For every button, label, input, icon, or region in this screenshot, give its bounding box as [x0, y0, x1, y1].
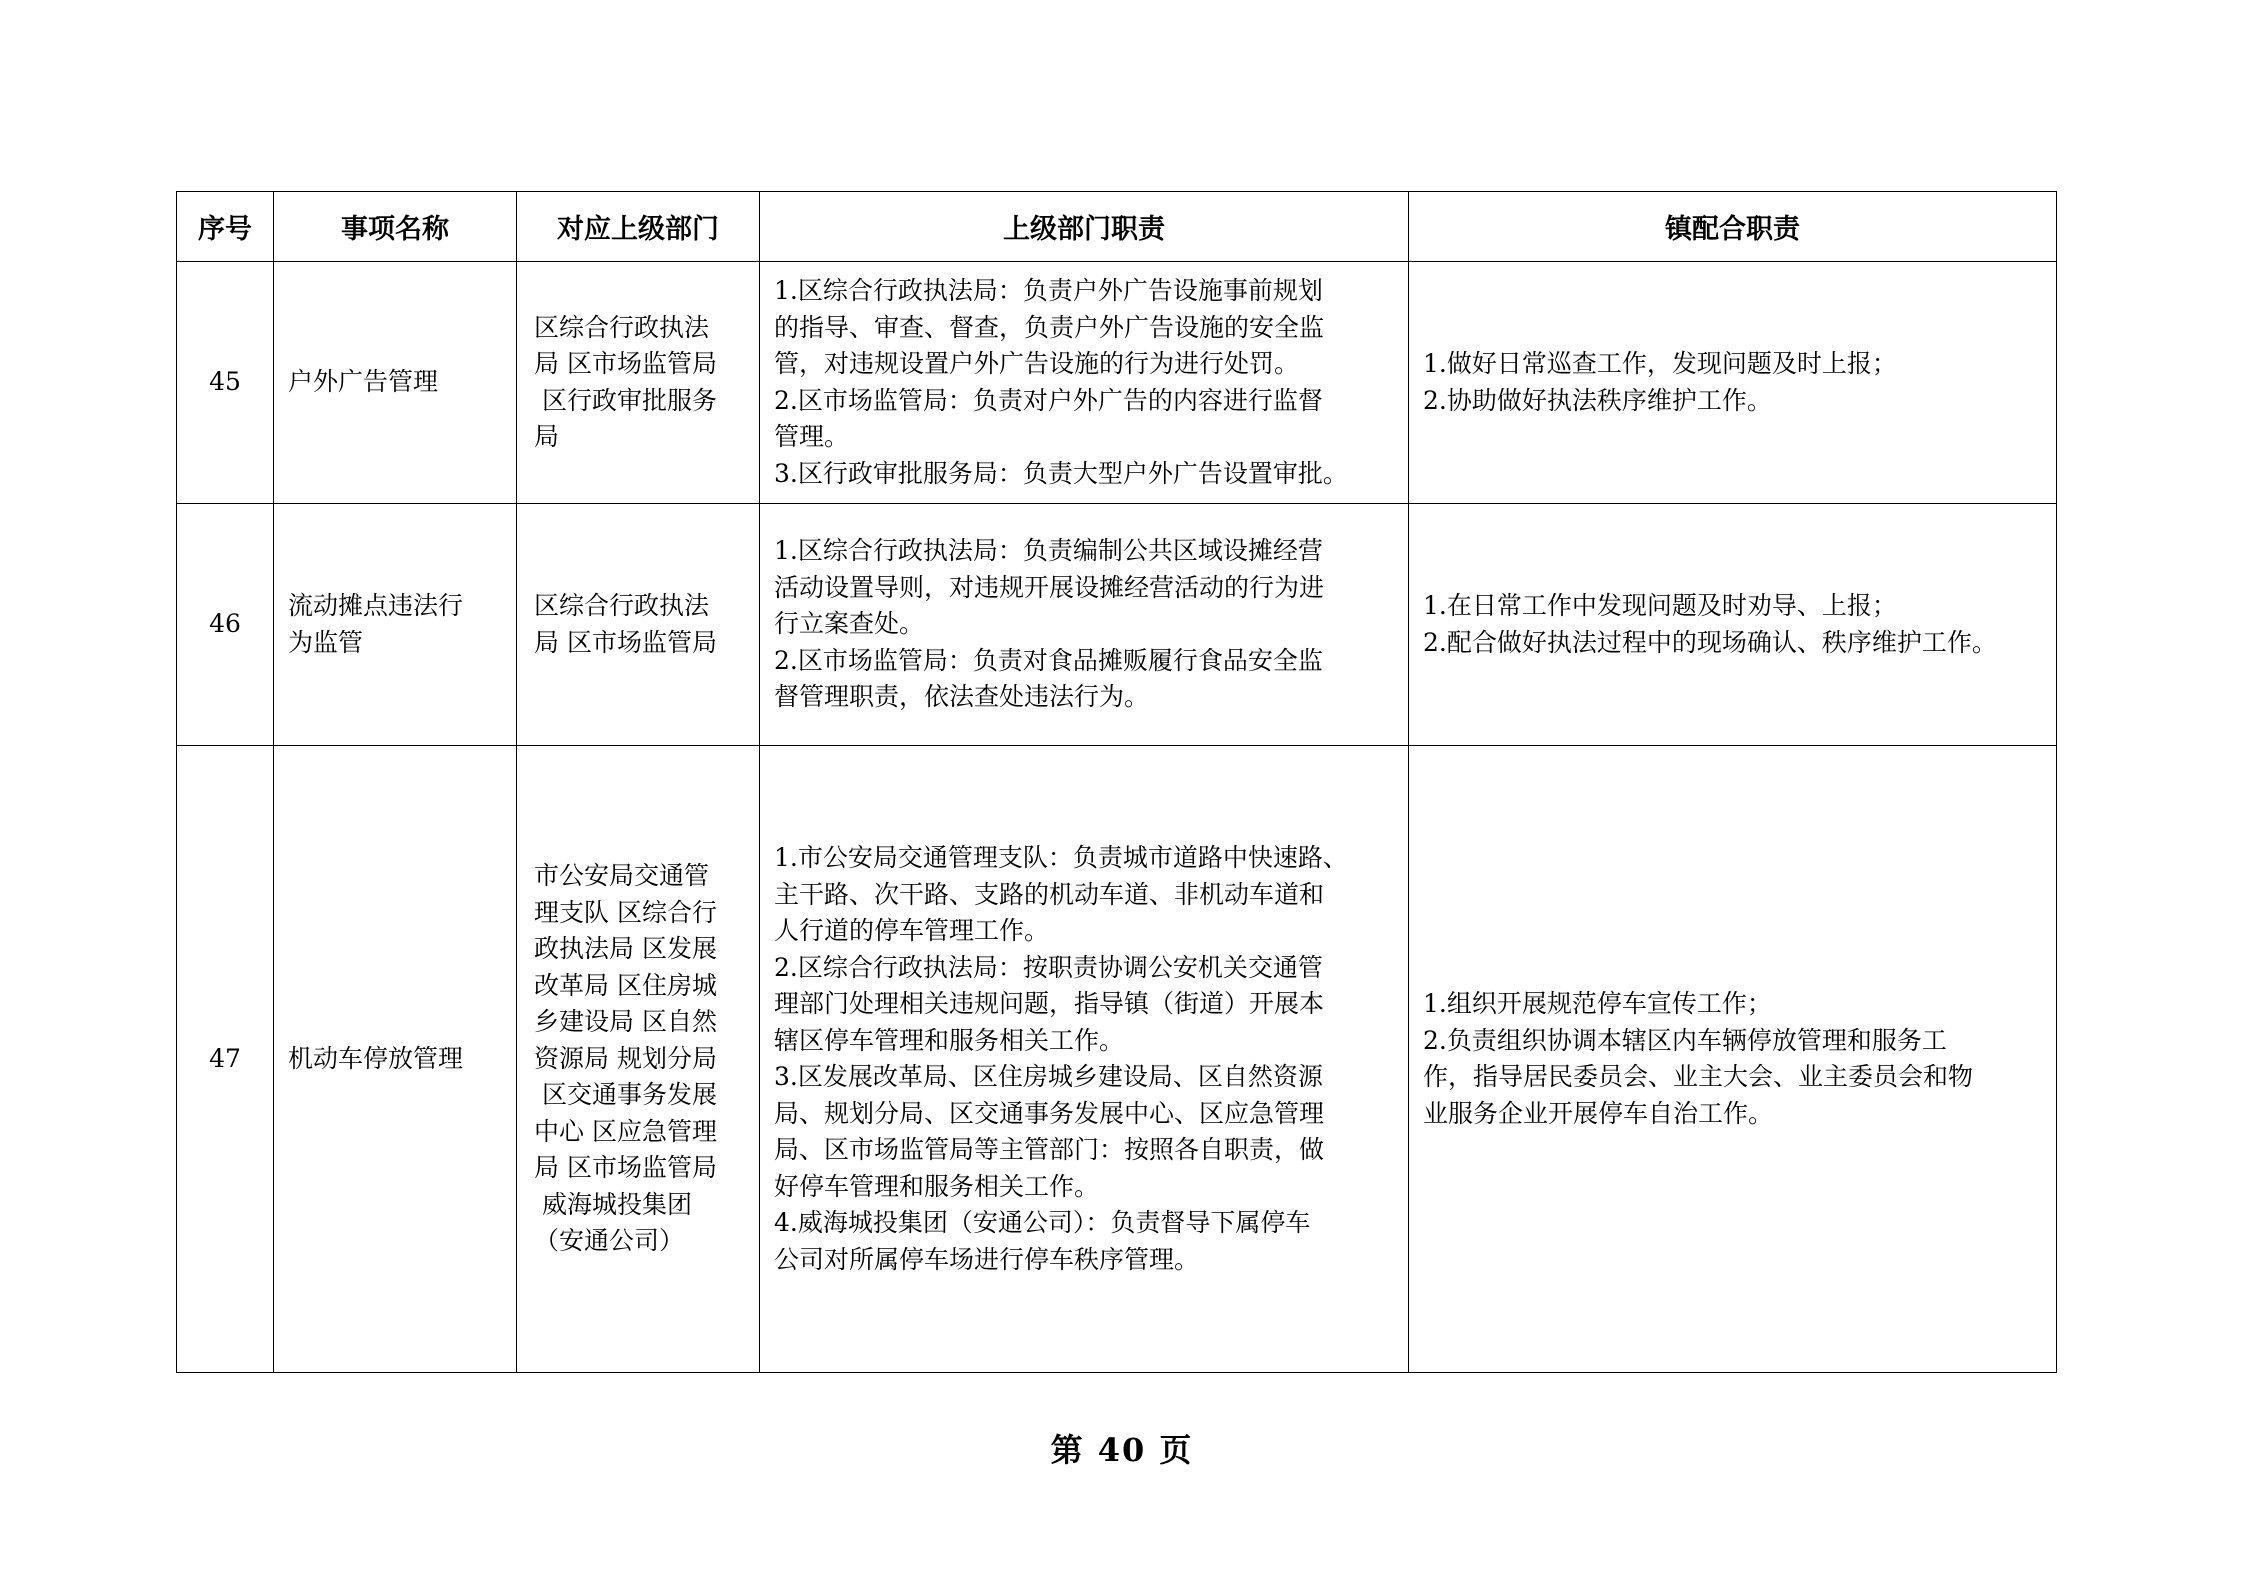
row-town-duty: [1409, 262, 2057, 504]
upper-duty-line: 理部门处理相关违规问题，指导镇（街道）开展本: [774, 989, 1325, 1018]
upper-duty-line: 主干路、次干路、支路的机动车道、非机动车道和: [774, 879, 1325, 909]
row-seq: 47: [177, 746, 274, 1373]
item-name-line: 流动摊点违法行: [288, 591, 464, 620]
row-item-name: [274, 262, 517, 504]
row-item-name: [274, 746, 517, 1373]
upper-duty-line: 4.威海城投集团（安通公司）：负责督导下属停车: [774, 1208, 1311, 1237]
dept-line: 区综合行政执法: [534, 591, 710, 620]
row-dept: [517, 262, 760, 504]
upper-duty-line: 督管理职责，依法查处违法行为。: [774, 682, 1150, 712]
row-dept: [517, 504, 760, 746]
upper-duty-line: 3.区行政审批服务局：负责大型户外广告设置审批。: [774, 458, 1348, 488]
dept-line: 局 区市场监管局: [534, 1153, 717, 1183]
row-seq: 45: [177, 262, 274, 504]
dept-line: 理支队 区综合行: [534, 897, 717, 927]
upper-duty-line: 1.市公安局交通管理支队：负责城市道路中快速路、: [774, 843, 1348, 872]
upper-duty-line: 管理。: [774, 422, 850, 451]
header-seq: 序号: [177, 192, 274, 262]
town-duty-line: 1.在日常工作中发现问题及时劝导、上报；: [1423, 591, 1897, 620]
upper-duty-line: 3.区发展改革局、区住房城乡建设局、区自然资源: [774, 1062, 1323, 1091]
upper-duty-line: 人行道的停车管理工作。: [774, 916, 1050, 945]
dept-line: 改革局 区住房城: [534, 970, 717, 1000]
header-item-name: 事项名称: [274, 192, 517, 262]
dept-line: 区行政审批服务: [534, 385, 717, 415]
dept-line: 市公安局交通管: [534, 861, 710, 891]
upper-duty-line: 局、规划分局、区交通事务发展中心、区应急管理: [774, 1098, 1325, 1128]
dept-line: （安通公司）: [534, 1226, 685, 1256]
item-name-line: 为监管: [288, 627, 364, 657]
table-row: [177, 262, 2057, 504]
table-header-row: [177, 192, 2057, 262]
upper-duty-line: 2.区市场监管局：负责对食品摊贩履行食品安全监: [774, 645, 1323, 675]
dept-line: 政执法局 区发展: [534, 934, 717, 964]
upper-duty-line: 1.区综合行政执法局：负责户外广告设施事前规划: [774, 276, 1323, 305]
row-seq: 46: [177, 504, 274, 746]
upper-duty-line: 1.区综合行政执法局：负责编制公共区域设摊经营: [774, 536, 1323, 566]
upper-duty-line: 好停车管理和服务相关工作。: [774, 1171, 1100, 1201]
table-body: [177, 262, 2057, 1373]
upper-duty-line: 公司对所属停车场进行停车秩序管理。: [774, 1244, 1200, 1274]
row-item-name: [274, 504, 517, 746]
upper-duty-line: 2.区综合行政执法局：按职责协调公安机关交通管: [774, 952, 1323, 982]
dept-line: 中心 区应急管理: [534, 1116, 717, 1146]
dept-line: 局 区市场监管局: [534, 627, 717, 657]
row-town-duty: [1409, 746, 2057, 1373]
town-duty-line: 2.协助做好执法秩序维护工作。: [1423, 385, 1772, 415]
dept-line: 局: [534, 422, 560, 451]
row-dept: [517, 746, 760, 1373]
upper-duty-line: 2.区市场监管局：负责对户外广告的内容进行监督: [774, 385, 1323, 415]
item-name-line: 机动车停放管理: [288, 1043, 464, 1073]
town-duty-line: 作，指导居民委员会、业主大会、业主委员会和物: [1423, 1062, 1974, 1091]
dept-line: 资源局 规划分局: [534, 1043, 717, 1073]
dept-line: 威海城投集团: [534, 1189, 692, 1219]
duty-table: [176, 191, 2057, 1373]
header-town-duty: 镇配合职责: [1409, 192, 2057, 262]
item-name-line: 户外广告管理: [288, 367, 439, 397]
dept-line: 乡建设局 区自然: [534, 1007, 717, 1037]
row-upper-duty: [760, 504, 1409, 746]
table-row: [177, 746, 2057, 1373]
dept-line: 局 区市场监管局: [534, 349, 717, 378]
row-upper-duty: [760, 746, 1409, 1373]
upper-duty-line: 局、区市场监管局等主管部门：按照各自职责，做: [774, 1135, 1325, 1164]
town-duty-line: 1.做好日常巡查工作，发现问题及时上报；: [1423, 349, 1897, 378]
row-town-duty: [1409, 504, 2057, 746]
table-row: [177, 504, 2057, 746]
town-duty-line: 2.配合做好执法过程中的现场确认、秩序维护工作。: [1423, 627, 1997, 657]
header-dept: 对应上级部门: [517, 192, 760, 262]
town-duty-line: 1.组织开展规范停车宣传工作；: [1423, 989, 1772, 1018]
upper-duty-line: 辖区停车管理和服务相关工作。: [774, 1025, 1125, 1055]
dept-line: 区交通事务发展: [534, 1080, 717, 1110]
town-duty-line: 2.负责组织协调本辖区内车辆停放管理和服务工: [1423, 1025, 1947, 1055]
page-number: 第 40 页: [1050, 1431, 1194, 1469]
row-upper-duty: [760, 262, 1409, 504]
upper-duty-line: 活动设置导则，对违规开展设摊经营活动的行为进: [774, 572, 1325, 602]
header-upper-duty: 上级部门职责: [760, 192, 1409, 262]
dept-line: 区综合行政执法: [534, 312, 710, 342]
upper-duty-line: 的指导、审查、督查，负责户外广告设施的安全监: [774, 312, 1325, 342]
town-duty-line: 业服务企业开展停车自治工作。: [1423, 1098, 1774, 1128]
upper-duty-line: 行立案查处。: [774, 609, 925, 639]
upper-duty-line: 管，对违规设置户外广告设施的行为进行处罚。: [774, 349, 1300, 378]
